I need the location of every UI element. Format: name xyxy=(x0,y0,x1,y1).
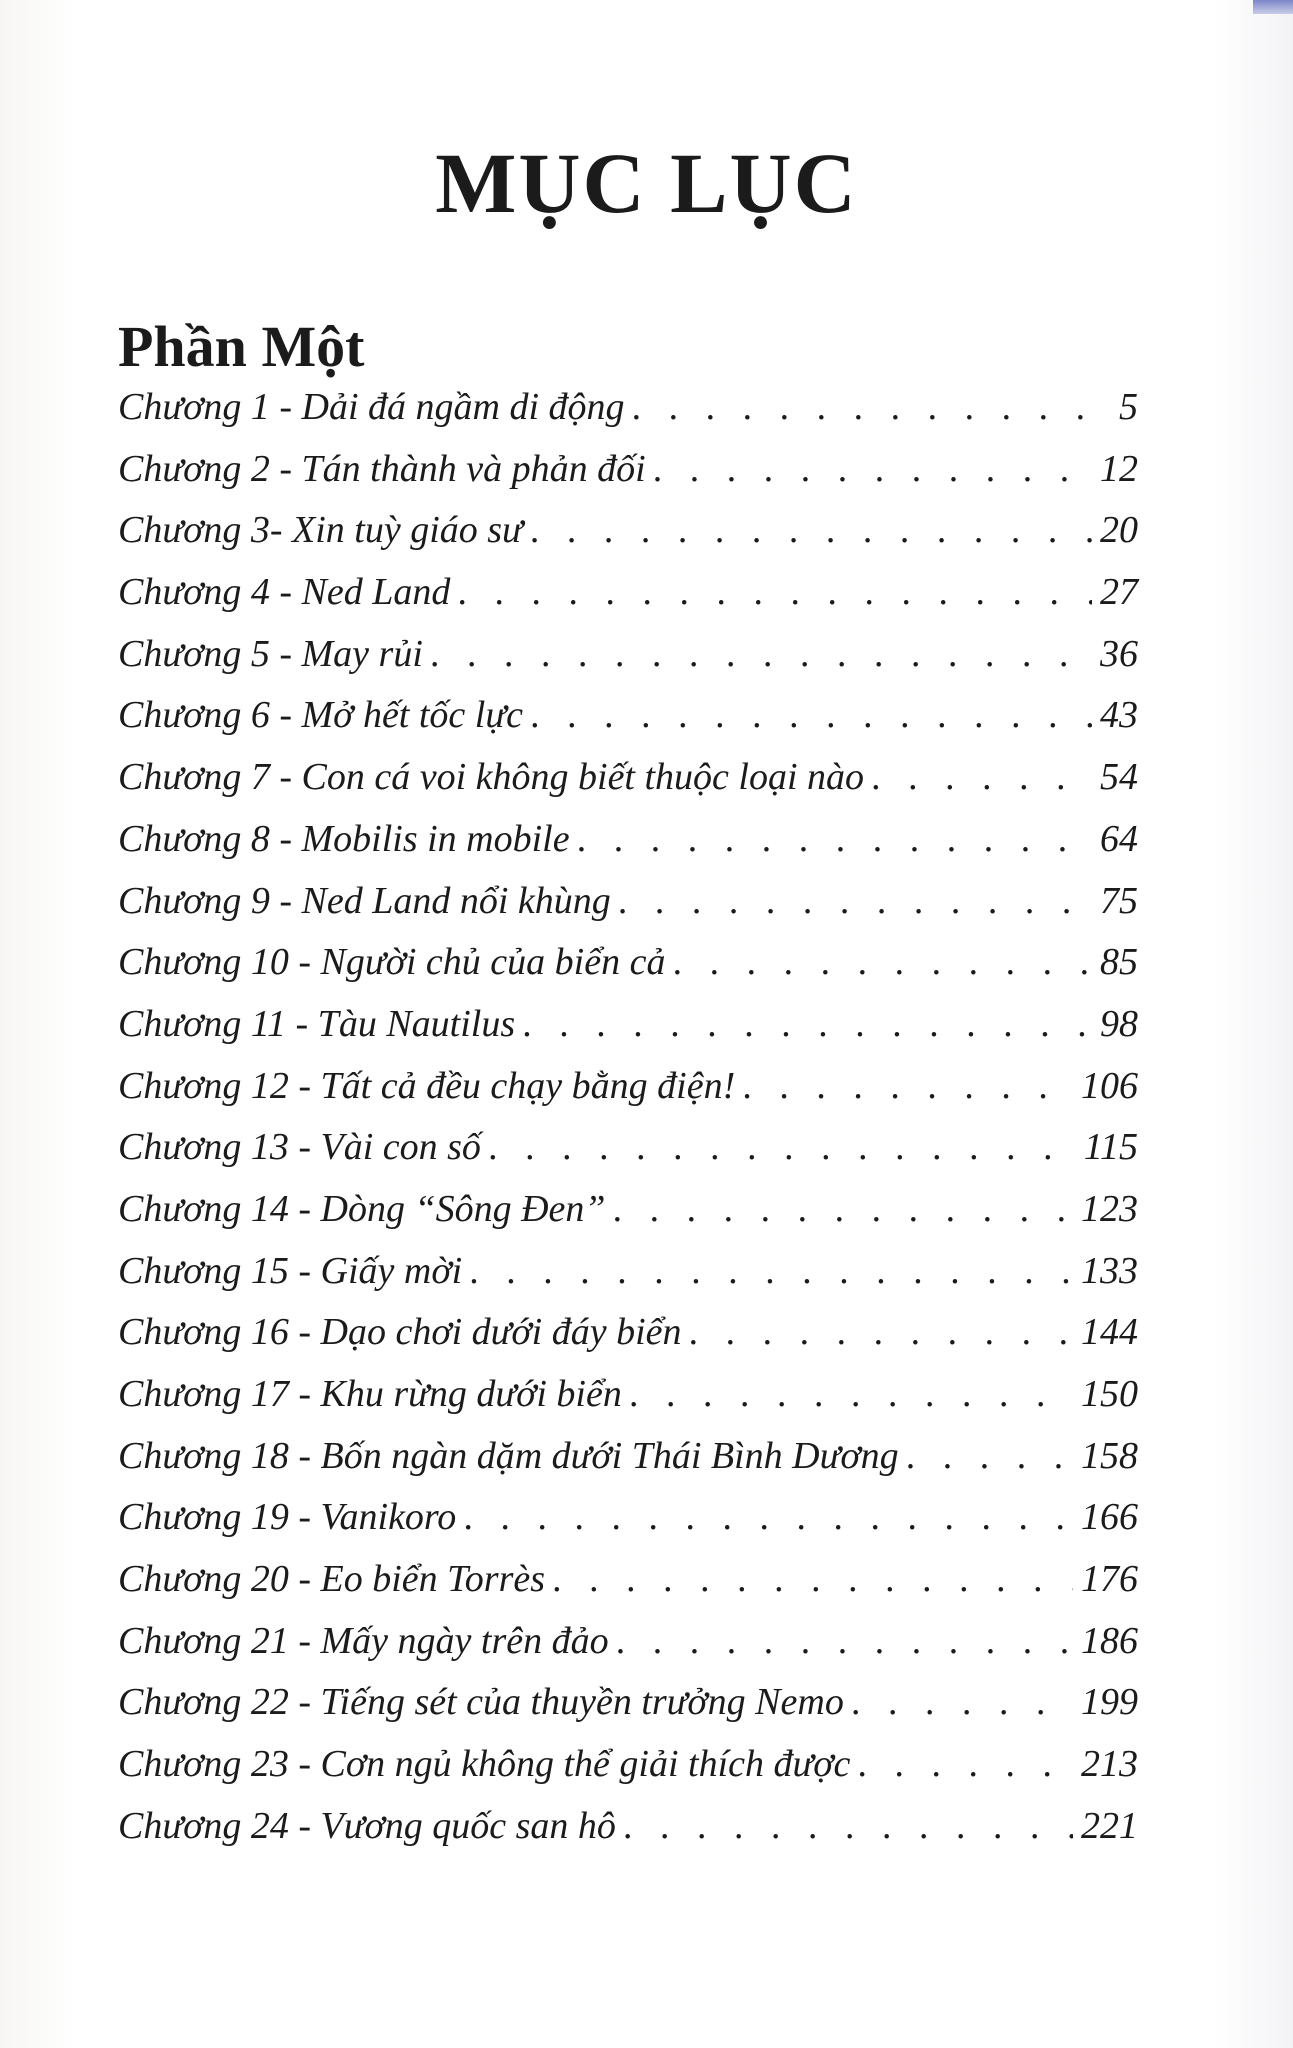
chapter-title: Chương 11 - Tàu Nautilus xyxy=(118,1002,516,1045)
toc-entry xyxy=(118,1187,1138,1249)
toc-entry xyxy=(118,879,1138,941)
scan-edge xyxy=(1253,0,1293,14)
dot-leader xyxy=(872,755,1092,799)
page-number: 221 xyxy=(1081,1804,1138,1847)
toc-entry xyxy=(118,1002,1138,1064)
dot-leader xyxy=(464,1495,1073,1539)
chapter-title: Chương 22 - Tiếng sét của thuyền trưởng Nemo xyxy=(118,1681,844,1724)
dot-leader xyxy=(431,632,1092,676)
dot-leader xyxy=(858,1742,1073,1786)
toc-entry xyxy=(118,1804,1138,1866)
dot-leader xyxy=(690,1310,1073,1354)
page-number: 186 xyxy=(1081,1619,1138,1662)
page-number: 64 xyxy=(1100,817,1138,860)
dot-leader xyxy=(553,1557,1073,1601)
page-number: 5 xyxy=(1119,386,1138,428)
dot-leader xyxy=(531,693,1092,737)
dot-leader xyxy=(743,1064,1073,1108)
chapter-title: Chương 6 - Mở hết tốc lực xyxy=(118,694,523,737)
toc-entry xyxy=(118,1064,1138,1126)
toc-entry xyxy=(118,447,1138,509)
chapter-title: Chương 20 - Eo biển Torrès xyxy=(118,1558,546,1601)
chapter-title: Chương 14 - Dòng “Sông Đen” xyxy=(118,1187,606,1230)
page-number: 27 xyxy=(1100,571,1138,614)
chapter-title: Chương 17 - Khu rừng dưới biển xyxy=(118,1373,622,1415)
chapter-title: Chương 12 - Tất cả đều chạy bằng điện! xyxy=(118,1064,736,1107)
dot-leader xyxy=(630,1372,1073,1416)
chapter-title: Chương 7 - Con cá voi không biết thuộc loại nào xyxy=(118,756,865,799)
page-number: 75 xyxy=(1100,879,1138,922)
dot-leader xyxy=(470,1249,1073,1293)
toc-entry xyxy=(118,1680,1138,1742)
toc-entry xyxy=(118,1557,1138,1619)
page-number: 150 xyxy=(1081,1373,1138,1415)
toc-entry xyxy=(118,1310,1138,1372)
page-number: 158 xyxy=(1081,1434,1138,1477)
dot-leader xyxy=(907,1434,1073,1478)
toc-entry xyxy=(118,508,1138,570)
table-of-contents xyxy=(118,385,1138,1866)
toc-entry xyxy=(118,755,1138,817)
toc-entry xyxy=(118,1372,1138,1434)
page-number: 106 xyxy=(1081,1064,1138,1107)
dot-leader xyxy=(619,879,1092,923)
toc-entry xyxy=(118,1434,1138,1496)
chapter-title: Chương 4 - Ned Land xyxy=(118,571,451,614)
toc-entry xyxy=(118,632,1138,694)
chapter-title: Chương 1 - Dải đá ngầm di động xyxy=(118,386,625,428)
chapter-title: Chương 18 - Bốn ngàn dặm dưới Thái Bình Dương xyxy=(118,1434,899,1477)
page-number: 54 xyxy=(1100,756,1138,799)
dot-leader xyxy=(531,508,1092,552)
page-number: 166 xyxy=(1081,1496,1138,1539)
dot-leader xyxy=(578,817,1092,861)
page-number: 133 xyxy=(1081,1249,1138,1292)
toc-entry xyxy=(118,1125,1138,1187)
dot-leader xyxy=(614,1187,1073,1231)
toc-entry xyxy=(118,1495,1138,1557)
dot-leader xyxy=(617,1619,1073,1663)
page-number: 123 xyxy=(1081,1187,1138,1230)
dot-leader xyxy=(458,570,1092,614)
chapter-title: Chương 13 - Vài con số xyxy=(118,1126,481,1169)
page-number: 85 xyxy=(1100,941,1138,984)
dot-leader xyxy=(673,940,1092,984)
page-number: 213 xyxy=(1081,1743,1138,1786)
page-number: 12 xyxy=(1100,447,1138,490)
chapter-title: Chương 15 - Giấy mời xyxy=(118,1249,463,1292)
page-number: 98 xyxy=(1100,1002,1138,1045)
dot-leader xyxy=(523,1002,1092,1046)
page-number: 36 xyxy=(1100,632,1138,675)
dot-leader xyxy=(654,447,1092,491)
chapter-title: Chương 24 - Vương quốc san hô xyxy=(118,1804,616,1847)
dot-leader xyxy=(633,385,1111,429)
chapter-title: Chương 3- Xin tuỳ giáo sư xyxy=(118,509,523,552)
page-number: 199 xyxy=(1081,1681,1138,1724)
chapter-title: Chương 9 - Ned Land nổi khùng xyxy=(118,879,611,922)
page-footer xyxy=(0,1990,1293,2030)
chapter-title: Chương 16 - Dạo chơi dưới đáy biển xyxy=(118,1311,682,1354)
toc-entry xyxy=(118,940,1138,1002)
page-number: 144 xyxy=(1081,1311,1138,1354)
part-heading: Phần Một xyxy=(118,314,365,379)
chapter-title: Chương 8 - Mobilis in mobile xyxy=(118,817,570,860)
page-number: 176 xyxy=(1081,1558,1138,1601)
toc-entry xyxy=(118,385,1138,447)
chapter-title: Chương 19 - Vanikoro xyxy=(118,1496,457,1539)
page-title: MỤC LỤC xyxy=(435,135,858,231)
page-number: 43 xyxy=(1100,694,1138,737)
dot-leader xyxy=(624,1804,1073,1848)
chapter-title: Chương 5 - May rủi xyxy=(118,632,423,675)
toc-entry xyxy=(118,817,1138,879)
chapter-title: Chương 2 - Tán thành và phản đối xyxy=(118,447,646,490)
dot-leader xyxy=(489,1125,1076,1169)
chapter-title: Chương 10 - Người chủ của biển cả xyxy=(118,941,666,984)
toc-entry xyxy=(118,1249,1138,1311)
chapter-title: Chương 21 - Mấy ngày trên đảo xyxy=(118,1619,609,1662)
page-number: 20 xyxy=(1100,509,1138,552)
page-number: 115 xyxy=(1083,1126,1138,1169)
dot-leader xyxy=(852,1680,1073,1724)
toc-entry xyxy=(118,1742,1138,1804)
chapter-title: Chương 23 - Cơn ngủ không thể giải thích được xyxy=(118,1743,851,1786)
toc-entry xyxy=(118,570,1138,632)
toc-entry xyxy=(118,1619,1138,1681)
toc-entry xyxy=(118,693,1138,755)
